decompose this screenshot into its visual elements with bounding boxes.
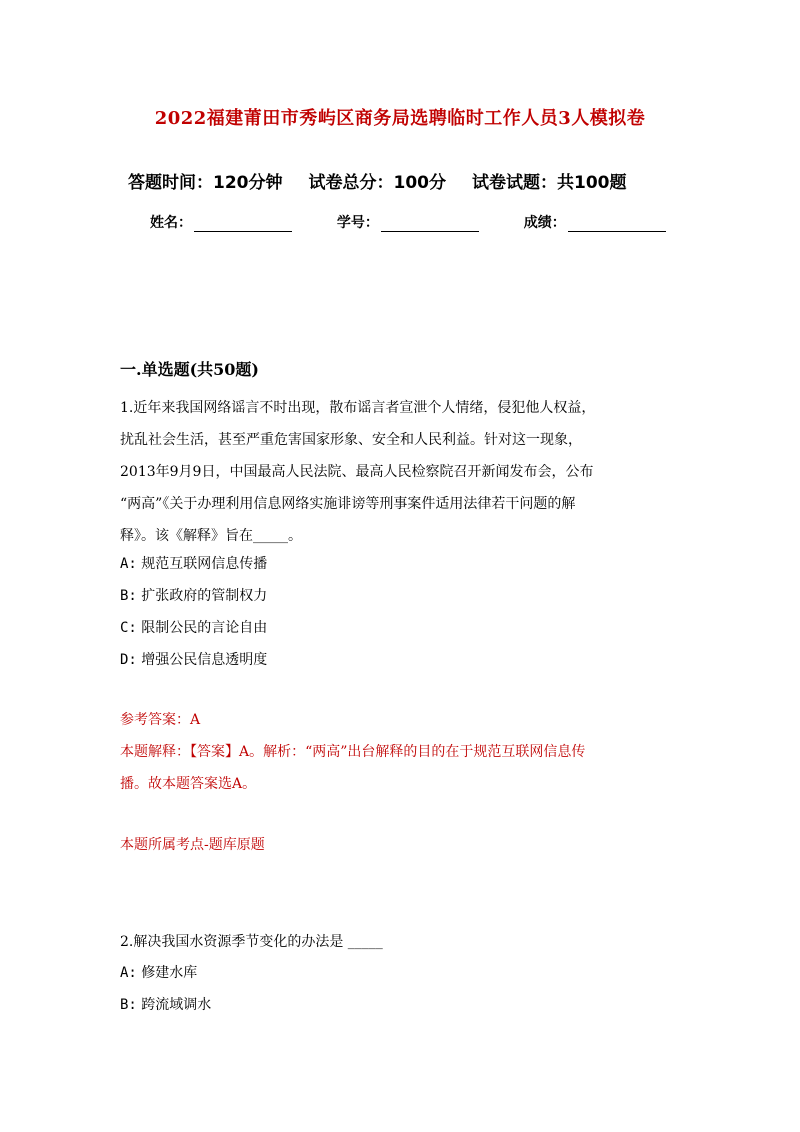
option-key: D: <box>120 652 137 668</box>
exam-question-count: 试卷试题：共100题 <box>472 173 627 193</box>
question-1-line: “两高”《关于办理利用信息网络实施诽谤等刑事案件适用法律若干问题的解 <box>120 496 576 512</box>
question-1-line: 1.近年来我国网络谣言不时出现，散布谣言者宣泄个人情绪，侵犯他人权益， <box>120 400 596 416</box>
exam-time: 答题时间：120分钟 <box>128 173 283 193</box>
question-1-options <box>120 548 680 676</box>
question-1-line: 2013年9月9日，中国最高人民法院、最高人民检察院召开新闻发布会，公布 <box>120 464 594 480</box>
question-1-stem <box>120 392 680 552</box>
option-key: B: <box>120 997 137 1013</box>
grade-blank <box>568 217 666 232</box>
exam-total-score: 试卷总分：100分 <box>308 173 446 193</box>
option-text: 跨流域调水 <box>136 997 212 1013</box>
option-key: C: <box>120 620 137 636</box>
explanation-line: 本题解释：【答案】A。解析：“两高”出台解释的目的在于规范互联网信息传 <box>120 744 586 760</box>
section-title: 一.单选题(共50题) <box>120 360 259 379</box>
id-field <box>337 212 479 232</box>
student-info-row <box>150 212 690 232</box>
option-text: 增强公民信息透明度 <box>136 652 268 668</box>
option-text: 修建水库 <box>136 965 198 981</box>
explanation-line: 播。故本题答案选A。 <box>120 776 257 792</box>
option-text: 扩张政府的管制权力 <box>136 588 268 604</box>
grade-field <box>524 212 666 232</box>
option-text: 规范互联网信息传播 <box>136 556 268 572</box>
option-a <box>120 957 680 989</box>
id-blank <box>381 217 479 232</box>
grade-label: 成绩： <box>523 215 566 231</box>
question-1-answer: 参考答案：A <box>120 712 201 728</box>
name-blank <box>194 217 292 232</box>
question-1-knowledge-point: 本题所属考点-题库原题 <box>120 837 265 853</box>
question-2-options <box>120 957 680 1021</box>
question-1-line: 扰乱社会生活，甚至严重危害国家形象、安全和人民利益。针对这一现象， <box>120 432 582 448</box>
option-key: A: <box>120 965 137 981</box>
name-label: 姓名： <box>150 215 192 231</box>
question-1-line: 释》。该《解释》旨在_____。 <box>120 528 302 544</box>
option-b <box>120 989 680 1021</box>
option-c <box>120 612 680 644</box>
exam-info-row <box>128 168 688 193</box>
option-text: 限制公民的言论自由 <box>136 620 268 636</box>
name-field <box>150 212 292 232</box>
option-a <box>120 548 680 580</box>
option-key: A: <box>120 556 137 572</box>
option-key: B: <box>120 588 137 604</box>
option-d <box>120 644 680 676</box>
question-1-explanation <box>120 736 680 800</box>
option-b <box>120 580 680 612</box>
question-2-stem: 2.解决我国水资源季节变化的办法是 _____ <box>120 934 383 950</box>
exam-title: 2022福建莆田市秀屿区商务局选聘临时工作人员3人模拟卷 <box>154 108 646 129</box>
id-label: 学号： <box>336 215 379 231</box>
